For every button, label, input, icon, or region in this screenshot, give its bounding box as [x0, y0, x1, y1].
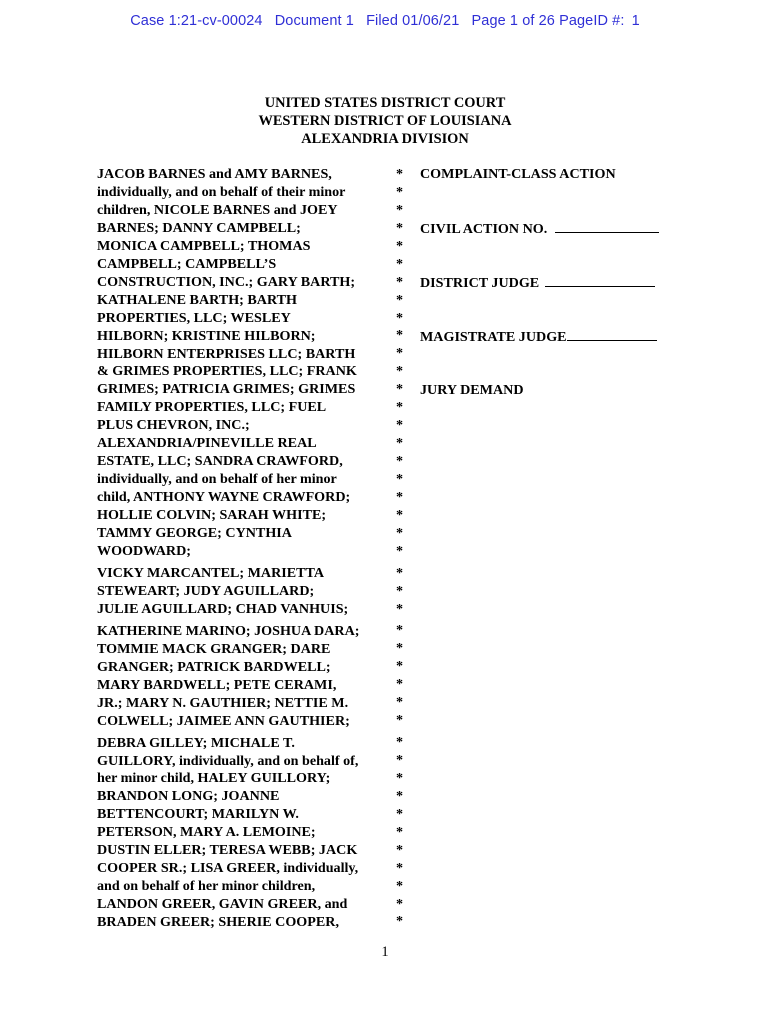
party-line: JULIE AGUILLARD; CHAD VANHUIS;	[97, 600, 349, 617]
document-number: Document 1	[274, 13, 354, 29]
court-division: ALEXANDRIA DIVISION	[301, 131, 469, 147]
separator-asterisk: *	[396, 219, 404, 236]
party-line: WOODWARD;	[97, 543, 191, 560]
separator-asterisk: *	[396, 327, 404, 344]
separator-asterisk: *	[396, 787, 404, 804]
separator-asterisk: *	[396, 564, 404, 581]
party-line: ALEXANDRIA/PINEVILLE REAL	[97, 435, 317, 452]
jury-demand-label: JURY DEMAND	[420, 382, 524, 398]
separator-asterisk: *	[396, 712, 404, 729]
party-line: CONSTRUCTION, INC.; GARY BARTH;	[97, 273, 356, 290]
party-line: child, ANTHONY WAYNE CRAWFORD;	[97, 489, 351, 506]
separator-asterisk: *	[396, 417, 404, 434]
magistrate-judge-label: MAGISTRATE JUDGE	[420, 329, 567, 345]
separator-asterisk: *	[396, 734, 404, 751]
party-line: BRADEN GREER; SHERIE COOPER,	[97, 914, 339, 931]
separator-asterisk: *	[396, 895, 404, 912]
separator-asterisk: *	[396, 640, 404, 657]
party-line: BRANDON LONG; JOANNE	[97, 788, 280, 805]
party-line: BETTENCOURT; MARILYN W.	[97, 806, 299, 823]
party-line: PROPERTIES, LLC; WESLEY	[97, 309, 291, 326]
party-line: ESTATE, LLC; SANDRA CRAWFORD,	[97, 453, 343, 470]
separator-asterisk: *	[396, 453, 404, 469]
party-line: JACOB BARNES and AMY BARNES,	[97, 166, 332, 182]
party-line: KATHERINE MARINO; JOSHUA DARA;	[97, 622, 360, 639]
separator-asterisk: *	[396, 506, 404, 523]
separator-asterisk: *	[396, 913, 404, 930]
party-line: DEBRA GILLEY; MICHALE T.	[97, 734, 295, 751]
separator-asterisk: *	[396, 841, 404, 858]
separator-asterisk: *	[396, 345, 404, 362]
caption-separator-column	[396, 166, 408, 931]
party-line: LANDON GREER, GAVIN GREER, and	[97, 896, 348, 913]
party-line: TAMMY GEORGE; CYNTHIA	[97, 525, 292, 542]
party-line: STEWEART; JUDY AGUILLARD;	[97, 582, 315, 599]
separator-asterisk: *	[396, 600, 404, 617]
party-line: HILBORN; KRISTINE HILBORN;	[97, 327, 316, 344]
separator-asterisk: *	[396, 823, 404, 840]
page-id: 1	[631, 13, 640, 29]
separator-asterisk: *	[396, 166, 404, 182]
complaint-type-label: COMPLAINT-CLASS ACTION	[420, 166, 616, 182]
party-line: BARNES; DANNY CAMPBELL;	[97, 219, 301, 236]
civil-action-number	[420, 220, 659, 239]
party-line: KATHALENE BARTH; BARTH	[97, 291, 298, 308]
party-line: individually, and on behalf of their minor	[97, 183, 346, 200]
court-district: WESTERN DISTRICT OF LOUISIANA	[258, 113, 512, 129]
separator-asterisk: *	[396, 399, 404, 416]
separator-block	[396, 565, 408, 619]
separator-asterisk: *	[396, 658, 404, 675]
separator-asterisk: *	[396, 183, 404, 200]
party-line: MARY BARDWELL; PETE CERAMI,	[97, 676, 337, 693]
separator-asterisk: *	[396, 488, 404, 505]
complaint-type	[420, 166, 616, 184]
separator-asterisk: *	[396, 694, 404, 711]
page-number: 1	[381, 944, 389, 960]
party-line: PETERSON, MARY A. LEMOINE;	[97, 824, 316, 841]
separator-asterisk: *	[396, 859, 404, 876]
party-line: COOPER SR.; LISA GREER, individually,	[97, 860, 359, 877]
separator-asterisk: *	[396, 309, 404, 326]
separator-asterisk: *	[396, 542, 404, 559]
party-line: GUILLORY, individually, and on behalf of,	[97, 752, 359, 769]
separator-asterisk: *	[396, 805, 404, 822]
separator-asterisk: *	[396, 363, 404, 380]
party-line: JR.; MARY N. GAUTHIER; NETTIE M.	[97, 694, 349, 711]
party-line: COLWELL; JAIMEE ANN GAUTHIER;	[97, 712, 350, 729]
party-line: MONICA CAMPBELL; THOMAS	[97, 237, 311, 254]
party-line: individually, and on behalf of her minor	[97, 471, 337, 488]
separator-asterisk: *	[396, 291, 404, 308]
party-line: GRIMES; PATRICIA GRIMES; GRIMES	[97, 381, 356, 398]
party-line: HILBORN ENTERPRISES LLC; BARTH	[97, 345, 356, 362]
district-judge	[420, 274, 655, 293]
separator-asterisk: *	[396, 470, 404, 487]
party-line: her minor child, HALEY GUILLORY;	[97, 770, 331, 787]
party-line: VICKY MARCANTEL; MARIETTA	[97, 564, 325, 581]
party-line: TOMMIE MACK GRANGER; DARE	[97, 640, 331, 657]
separator-asterisk: *	[396, 622, 404, 639]
separator-asterisk: *	[396, 273, 404, 290]
separator-block	[396, 734, 408, 931]
separator-asterisk: *	[396, 752, 404, 768]
case-number: Case 1:21-cv-00024	[130, 13, 263, 29]
civil-action-blank	[555, 220, 659, 233]
separator-asterisk: *	[396, 201, 404, 218]
party-block	[97, 565, 389, 619]
ecf-filing-header	[0, 13, 770, 29]
court-caption	[0, 94, 770, 148]
separator-asterisk: *	[396, 877, 404, 894]
party-line: and on behalf of her minor children,	[97, 878, 316, 895]
district-judge-blank	[545, 274, 655, 287]
magistrate-judge-blank	[567, 328, 657, 341]
jury-demand	[420, 382, 524, 400]
party-line: HOLLIE COLVIN; SARAH WHITE;	[97, 507, 327, 524]
separator-block	[396, 622, 408, 730]
civil-action-label: CIVIL ACTION NO.	[420, 221, 548, 237]
party-line: PLUS CHEVRON, INC.;	[97, 417, 250, 434]
party-block	[97, 735, 389, 932]
separator-asterisk: *	[396, 582, 404, 599]
party-line: FAMILY PROPERTIES, LLC; FUEL	[97, 399, 327, 416]
page-count	[472, 13, 640, 29]
separator-asterisk: *	[396, 255, 404, 272]
court-name: UNITED STATES DISTRICT COURT	[264, 95, 506, 111]
separator-asterisk: *	[396, 237, 404, 254]
party-line: children, NICOLE BARNES and JOEY	[97, 201, 338, 218]
party-block	[97, 623, 389, 731]
separator-asterisk: *	[396, 676, 404, 693]
separator-asterisk: *	[396, 435, 404, 452]
party-block	[97, 166, 389, 561]
separator-block	[396, 166, 408, 561]
district-judge-label: DISTRICT JUDGE	[420, 275, 540, 291]
party-line: CAMPBELL; CAMPBELL’S	[97, 255, 277, 272]
page-of-label: Page 1 of 26 PageID #:	[471, 13, 625, 29]
party-line: DUSTIN ELLER; TERESA WEBB; JACK	[97, 842, 358, 859]
filed-date: Filed 01/06/21	[366, 13, 460, 29]
plaintiffs-list	[97, 166, 389, 932]
separator-asterisk: *	[396, 769, 404, 786]
magistrate-judge	[420, 328, 657, 347]
separator-asterisk: *	[396, 381, 404, 398]
party-line: & GRIMES PROPERTIES, LLC; FRANK	[97, 363, 357, 380]
separator-asterisk: *	[396, 524, 404, 541]
party-line: GRANGER; PATRICK BARDWELL;	[97, 658, 331, 675]
